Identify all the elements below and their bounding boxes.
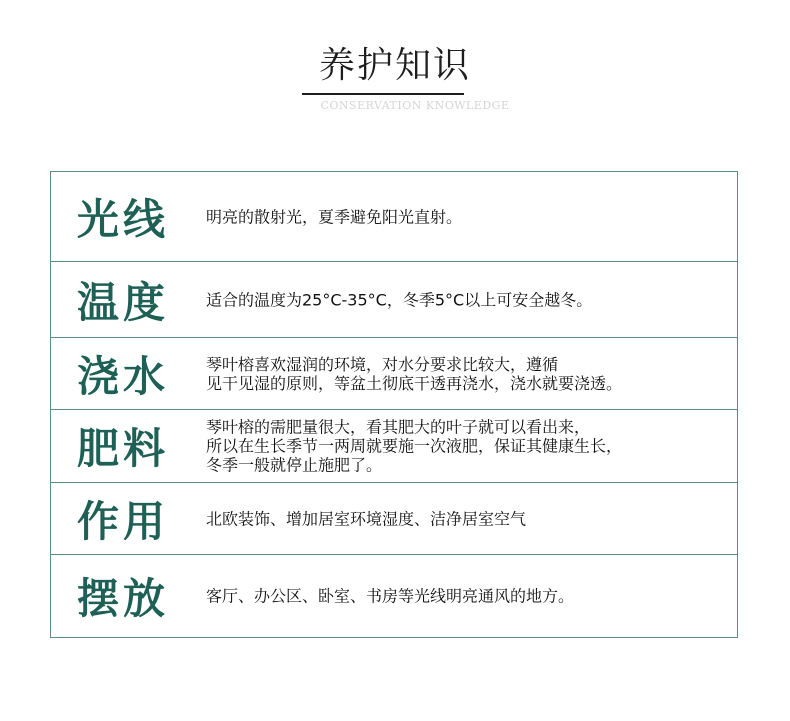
table-row-fertilizer (51, 410, 737, 483)
page-subtitle: CONSERVATION KNOWLEDGE (320, 99, 510, 112)
table-row-function (51, 483, 737, 555)
title-underline (302, 93, 464, 95)
row-title: 摆放 (77, 573, 170, 623)
care-table (50, 171, 738, 638)
row-text: 琴叶榕喜欢湿润的环境，对水分要求比较大，遵循 见干见湿的原则，等盆土彻底干透再浇水，浇水就要浇透。 (206, 354, 623, 393)
row-text: 明亮的散射光，夏季避免阳光直射。 (206, 207, 463, 226)
table-row-placement (51, 555, 737, 636)
row-text: 适合的温度为25°C-35°C，冬季5°C以上可安全越冬。 (206, 290, 593, 309)
table-row-temperature (51, 262, 737, 338)
table-row-light (51, 172, 737, 262)
row-title: 温度 (77, 277, 170, 327)
row-text: 琴叶榕的需肥量很大，看其肥大的叶子就可以看出来， 所以在生长季节一两周就要施一次液肥，保证其健康生长， 冬季一般就停止施肥了。 (206, 417, 623, 475)
row-title: 作用 (77, 496, 170, 546)
row-title: 肥料 (77, 424, 170, 473)
table-row-watering (51, 338, 737, 410)
row-title: 光线 (77, 194, 170, 244)
row-title: 浇水 (77, 351, 170, 401)
row-text: 客厅、办公区、卧室、书房等光线明亮通风的地方。 (206, 586, 575, 605)
row-text: 北欧装饰、增加居室环境湿度、洁净居室空气 (206, 509, 527, 528)
page-title: 养护知识 (318, 45, 471, 86)
